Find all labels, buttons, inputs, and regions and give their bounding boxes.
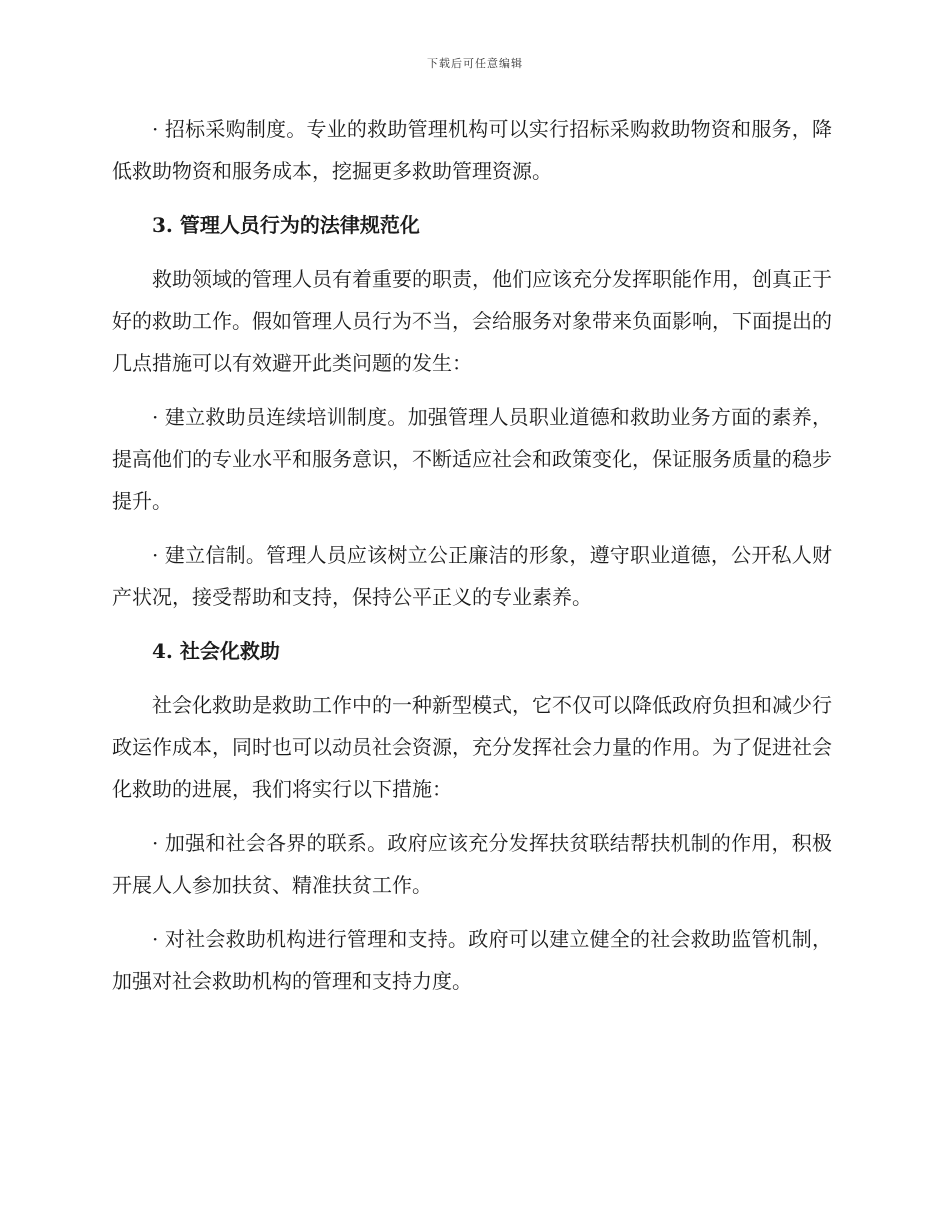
body-paragraph: 社会化救助是救助工作中的一种新型模式，它不仅可以降低政府负担和减少行政运作成本，同时也可以动员社会资源，充分发挥社会力量的作用。为了促进社会化救助的进展，我们将实行以下措施： [112,693,832,801]
bullet-paragraph: · 招标采购制度。专业的救助管理机构可以实行招标采购救助物资和服务，降低救助物资和服务成本，挖掘更多救助管理资源。 [112,117,832,183]
section-heading: 4. 社会化救助 [152,639,280,663]
section-heading: 3. 管理人员行为的法律规范化 [152,213,420,237]
bullet-paragraph: · 加强和社会各界的联系。政府应该充分发挥扶贫联结帮扶机制的作用，积极开展人人参加扶贫、精准扶贫工作。 [112,831,832,897]
body-paragraph: 救助领域的管理人员有着重要的职责，他们应该充分发挥职能作用，创真正于好的救助工作。假如管理人员行为不当，会给服务对象带来负面影响，下面提出的几点措施可以有效避开此类问题的发生： [112,267,832,375]
bullet-paragraph: · 对社会救助机构进行管理和支持。政府可以建立健全的社会救助监管机制，加强对社会救助机构的管理和支持力度。 [112,927,832,993]
page-header: 下载后可任意编辑 [427,57,523,70]
document-body [112,108,832,1014]
bullet-paragraph: · 建立信制。管理人员应该树立公正廉洁的形象，遵守职业道德，公开私人财产状况，接受帮助和支持，保持公平正义的专业素养。 [112,543,832,609]
bullet-paragraph: · 建立救助员连续培训制度。加强管理人员职业道德和救助业务方面的素养，提高他们的专业水平和服务意识，不断适应社会和政策变化，保证服务质量的稳步提升。 [112,405,832,513]
